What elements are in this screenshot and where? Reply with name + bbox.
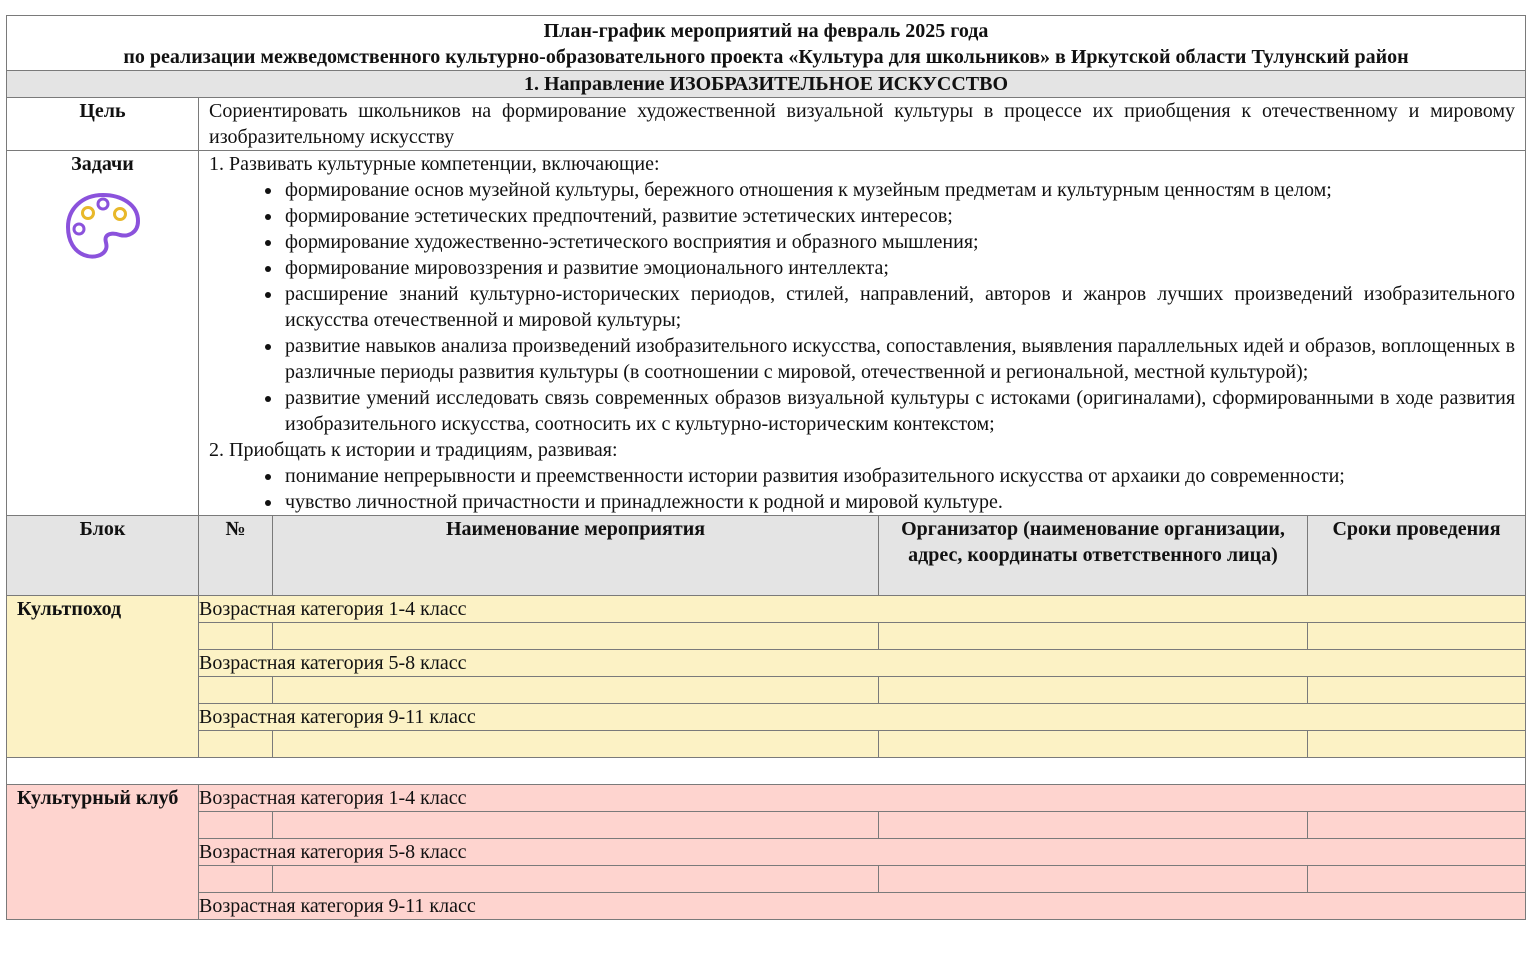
table-cell[interactable] bbox=[273, 677, 879, 704]
goal-label: Цель bbox=[7, 98, 199, 151]
age-category-row: Возрастная категория 5-8 класс bbox=[199, 839, 1526, 866]
table-cell[interactable] bbox=[1308, 812, 1526, 839]
table-cell[interactable] bbox=[273, 812, 879, 839]
col-header-dates: Сроки проведения bbox=[1308, 516, 1526, 596]
title-line-1: План-график мероприятий на февраль 2025 года bbox=[543, 20, 989, 42]
col-header-block: Блок bbox=[7, 516, 199, 596]
table-cell[interactable] bbox=[1308, 677, 1526, 704]
document-title bbox=[7, 16, 1526, 71]
table-cell[interactable] bbox=[199, 623, 273, 650]
age-category-row: Возрастная категория 9-11 класс bbox=[199, 893, 1526, 920]
tasks-label-cell bbox=[7, 151, 199, 516]
col-header-organizer: Организатор (наименование организации, адрес, координаты ответственного лица) bbox=[879, 516, 1308, 596]
plan-table bbox=[6, 15, 1526, 920]
section-label-kultpokhod: Культпоход bbox=[7, 596, 199, 758]
table-cell[interactable] bbox=[879, 731, 1308, 758]
list-item: • развитие навыков анализа произведений изобразительного искусства, сопоставления, выявления параллельных идей и образов, воплощенных в различные периоды развития культуры (в соотношении с мировой, отечественной и региональной, местной культурой); bbox=[283, 333, 1515, 385]
tasks-intro-1: 1. Развивать культурные компетенции, включающие: bbox=[209, 153, 660, 175]
table-cell[interactable] bbox=[199, 677, 273, 704]
list-item: • формирование основ музейной культуры, бережного отношения к музейным предметам и культурным ценностям в целом; bbox=[283, 177, 1515, 203]
table-row bbox=[7, 812, 1526, 839]
list-item: • формирование художественно-эстетического восприятия и образного мышления; bbox=[283, 229, 1515, 255]
column-header-row bbox=[7, 516, 1526, 596]
table-cell[interactable] bbox=[1308, 731, 1526, 758]
title-line-2: по реализации межведомственного культурно-образовательного проекта «Культура для школьников» в Иркутской области Тулунский район bbox=[123, 46, 1409, 68]
table-cell[interactable] bbox=[273, 731, 879, 758]
tasks-label: Задачи bbox=[71, 153, 134, 175]
list-item: • чувство личностной причастности и принадлежности к родной и мировой культуре. bbox=[283, 489, 1515, 515]
list-item: • понимание непрерывности и преемственности истории развития изобразительного искусства от архаики до современности; bbox=[283, 463, 1515, 489]
age-category-row: Возрастная категория 1-4 класс bbox=[199, 785, 1526, 812]
section-label-kulturny-klub: Культурный клуб bbox=[7, 785, 199, 920]
direction-heading: 1. Направление ИЗОБРАЗИТЕЛЬНОЕ ИСКУССТВО bbox=[7, 71, 1526, 98]
spacer-cell bbox=[7, 758, 1526, 785]
table-cell[interactable] bbox=[879, 812, 1308, 839]
table-cell[interactable] bbox=[199, 812, 273, 839]
tasks-list-1 bbox=[209, 177, 1515, 437]
table-cell[interactable] bbox=[879, 677, 1308, 704]
age-category-row: Возрастная категория 9-11 класс bbox=[199, 704, 1526, 731]
list-item: • формирование эстетических предпочтений, развитие эстетических интересов; bbox=[283, 203, 1515, 229]
palette-icon bbox=[64, 189, 142, 267]
spacer-row bbox=[7, 758, 1526, 785]
col-header-event: Наименование мероприятия bbox=[273, 516, 879, 596]
table-cell[interactable] bbox=[273, 866, 879, 893]
table-cell[interactable] bbox=[879, 866, 1308, 893]
table-cell[interactable] bbox=[1308, 623, 1526, 650]
tasks-intro-2: 2. Приобщать к истории и традициям, развивая: bbox=[209, 439, 618, 461]
table-row bbox=[7, 866, 1526, 893]
table-row bbox=[7, 731, 1526, 758]
goal-text: Сориентировать школьников на формирование художественной визуальной культуры в процессе их приобщения к отечественному и мировому изобразительному искусству bbox=[199, 98, 1526, 151]
table-cell[interactable] bbox=[199, 731, 273, 758]
table-cell[interactable] bbox=[1308, 866, 1526, 893]
table-cell[interactable] bbox=[199, 866, 273, 893]
age-category-row: Возрастная категория 5-8 класс bbox=[199, 650, 1526, 677]
list-item: • расширение знаний культурно-исторических периодов, стилей, направлений, авторов и жанров лучших произведений изобразительного искусства отечественной и мировой культуры; bbox=[283, 281, 1515, 333]
table-cell[interactable] bbox=[879, 623, 1308, 650]
tasks-list-2 bbox=[209, 463, 1515, 515]
table-row bbox=[7, 677, 1526, 704]
age-category-row: Возрастная категория 1-4 класс bbox=[199, 596, 1526, 623]
list-item: • развитие умений исследовать связь современных образов визуальной культуры с истоками (оригиналами), сформированными в ходе развития изобразительного искусства, соотносить их с культурно-историческим контекстом; bbox=[283, 385, 1515, 437]
table-row bbox=[7, 623, 1526, 650]
tasks-content bbox=[199, 151, 1526, 516]
table-cell[interactable] bbox=[273, 623, 879, 650]
list-item: • формирование мировоззрения и развитие эмоционального интеллекта; bbox=[283, 255, 1515, 281]
col-header-num: № bbox=[199, 516, 273, 596]
